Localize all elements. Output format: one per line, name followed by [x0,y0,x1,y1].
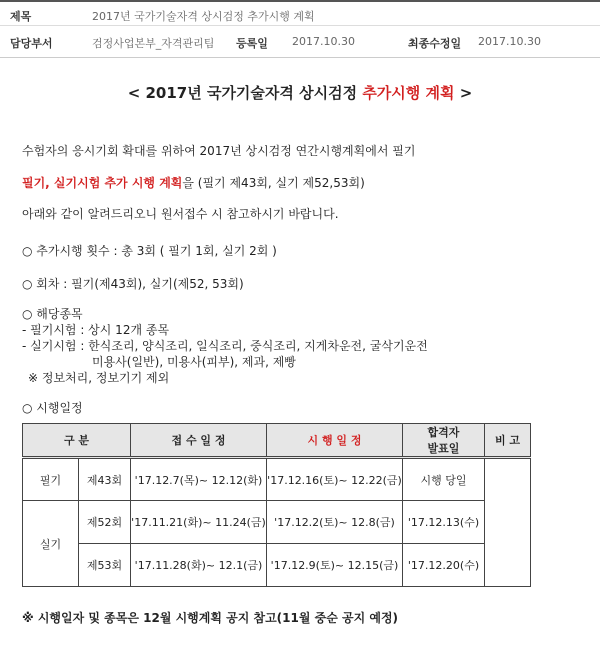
row-type: 필기 [23,458,79,501]
header-division: 구 분 [23,424,131,458]
row-round: 제43회 [79,458,131,501]
row-announce: '17.12.13(수) [403,501,485,544]
title-suffix: > [454,84,473,102]
row-exam: '17.12.16(토)~ 12.22(금) [267,458,403,501]
row-round: 제53회 [79,544,131,587]
table-row [23,544,531,587]
row-application: '17.12.7(목)~ 12.12(화) [131,458,267,501]
meta-row-title [0,0,600,26]
header-announce [403,424,485,458]
item-count: ○ 추가시행 횟수 : 총 3회 ( 필기 1회, 실기 2회 ) [22,244,277,258]
row-remarks [485,458,531,587]
meta-title-value: 2017년 국가기술자격 상시검정 추가시행 계획 [92,10,315,23]
intro-line-3: 아래와 같이 알려드리오니 원서접수 시 참고하시기 바랍니다. [22,207,339,221]
meta-mod-value: 2017.10.30 [478,35,541,48]
schedule-title: ○ 시행일정 [22,401,83,415]
header-application: 접 수 일 정 [131,424,267,458]
row-exam: '17.12.9(토)~ 12.15(금) [267,544,403,587]
schedule-table [22,423,531,587]
types-note: ※ 정보처리, 정보기기 제외 [28,371,170,385]
header-exam: 시 행 일 정 [267,424,403,458]
row-round: 제52회 [79,501,131,544]
header-announce-line-1: 합격자 [427,426,460,439]
intro-line-2 [22,175,365,191]
row-announce: 시행 당일 [403,458,485,501]
meta-dept-label: 담당부서 [10,37,53,50]
item-types-title: ○ 해당종목 [22,307,83,321]
types-written: - 필기시험 : 상시 12개 종목 [22,323,170,337]
header-remarks: 비 고 [485,424,531,458]
intro-line-1: 수험자의 응시기회 확대를 위하여 2017년 상시검정 연간시행계획에서 필기 [22,144,416,158]
header-announce-line-2: 발표일 [427,442,460,455]
row-application: '17.11.21(화)~ 11.24(금) [131,501,267,544]
row-application: '17.11.28(화)~ 12.1(금) [131,544,267,587]
intro-highlight: 필기, 실기시험 추가 시행 계획 [22,176,183,190]
table-row [23,501,531,544]
document-title [0,82,600,103]
row-exam: '17.12.2(토)~ 12.8(금) [267,501,403,544]
types-practical-1: - 실기시험 : 한식조리, 양식조리, 일식조리, 중식조리, 지게차운전, 굴삭기운전 [22,339,428,353]
schedule-header-row [23,424,531,458]
row-type: 실기 [23,501,79,587]
footnote: ※ 시행일자 및 종목은 12월 시행계획 공지 참고(11월 중순 공지 예정) [22,611,399,625]
intro-line-2-rest: 을 (필기 제43회, 실기 제52,53회) [182,176,365,190]
table-row [23,458,531,501]
row-announce: '17.12.20(수) [403,544,485,587]
meta-row-info [0,26,600,58]
meta-reg-value: 2017.10.30 [292,35,355,48]
title-highlight: 추가시행 계획 [362,84,455,102]
meta-dept-value: 검정사업본부_자격관리팀 [92,37,215,50]
item-round: ○ 회차 : 필기(제43회), 실기(제52, 53회) [22,277,244,291]
meta-reg-label: 등록일 [236,37,268,50]
meta-mod-label: 최종수정일 [408,37,462,50]
title-prefix: < 2017년 국가기술자격 상시검정 [127,84,363,102]
types-practical-2: 미용사(일반), 미용사(피부), 제과, 제빵 [92,355,296,369]
meta-title-label: 제목 [10,10,32,23]
